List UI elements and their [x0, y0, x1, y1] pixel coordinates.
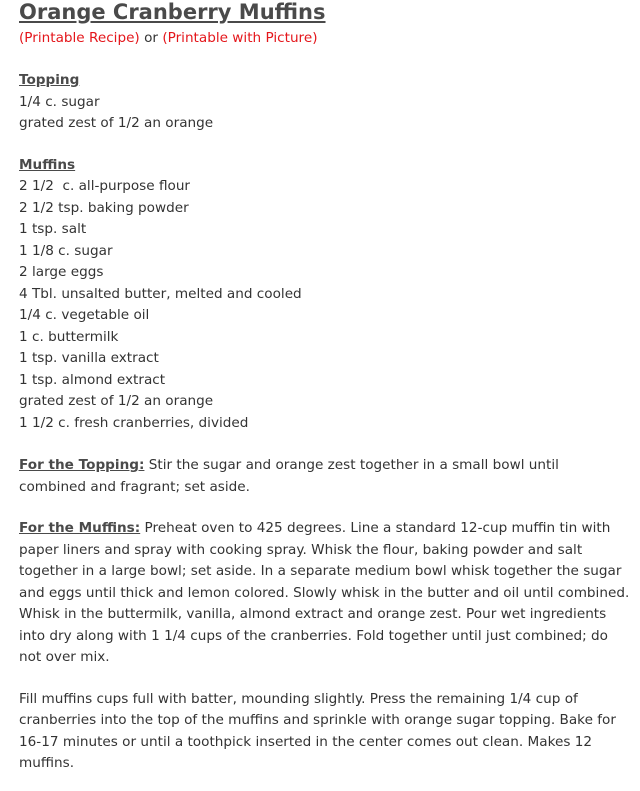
ingredient-line: 1 tsp. vanilla extract: [19, 350, 159, 366]
muffins-heading: Muffins: [19, 156, 76, 173]
ingredient-line: grated zest of 1/2 an orange: [19, 115, 214, 131]
muffins-directions: [19, 518, 630, 669]
ingredient-line: 1 1/8 c. sugar: [19, 242, 113, 259]
topping-directions: [19, 455, 630, 498]
printable-with-picture-link[interactable]: (Printable with Picture): [162, 30, 318, 46]
links-separator: or: [139, 30, 163, 46]
ingredient-line: 4 Tbl. unsalted butter, melted and cooled: [19, 285, 302, 302]
ingredient-line: 2 large eggs: [19, 264, 104, 280]
topping-directions-text: Stir the sugar and orange zest together in a small bowl until combined and fragrant; set aside.: [19, 457, 559, 495]
topping-ingredients: [19, 70, 630, 135]
muffins-directions-lead: For the Muffins:: [19, 520, 141, 536]
ingredient-line: 2 1/2 tsp. baking powder: [19, 199, 189, 216]
muffins-directions-text: Preheat oven to 425 degrees. Line a standard 12-cup muffin tin with paper liners and spray with cooking spray. Whisk the flour, baking powder and salt together in a large bowl; set aside. In a separate medium bowl whisk together the sugar and eggs until thick and lemon colored. Slowly whisk in the butter and oil until combined. Whisk in the buttermilk, vanilla, almond extract and orange zest. Pour wet ingredients into dry along with 1 1/4 cups of the cranberries. Fold together until just combined; do not over mix.: [19, 520, 630, 665]
ingredient-line: grated zest of 1/2 an orange: [19, 393, 214, 409]
ingredient-line: 1/4 c. vegetable oil: [19, 307, 150, 323]
ingredient-line: 1 c. buttermilk: [19, 328, 119, 345]
ingredient-line: 1 tsp. almond extract: [19, 371, 166, 388]
printable-recipe-link[interactable]: (Printable Recipe): [19, 30, 140, 46]
ingredient-line: 1 tsp. salt: [19, 221, 87, 237]
ingredient-line: 1/4 c. sugar: [19, 93, 100, 110]
ingredient-line: 1 1/2 c. fresh cranberries, divided: [19, 414, 249, 431]
muffins-ingredients: [19, 155, 630, 435]
printable-links: [19, 28, 630, 48]
recipe-title: Orange Cranberry Muffins: [19, 0, 326, 24]
fill-directions: Fill muffins cups full with batter, mounding slightly. Press the remaining 1/4 cup of cranberries into the top of the muffins and sprinkle with orange sugar topping. Bake for 16-17 minutes or until a toothpick inserted in the center comes out clean. Makes 12 muffins.: [19, 690, 616, 771]
topping-directions-lead: For the Topping:: [19, 457, 145, 473]
topping-heading: Topping: [19, 72, 80, 88]
ingredient-line: 2 1/2 c. all-purpose flour: [19, 178, 191, 194]
